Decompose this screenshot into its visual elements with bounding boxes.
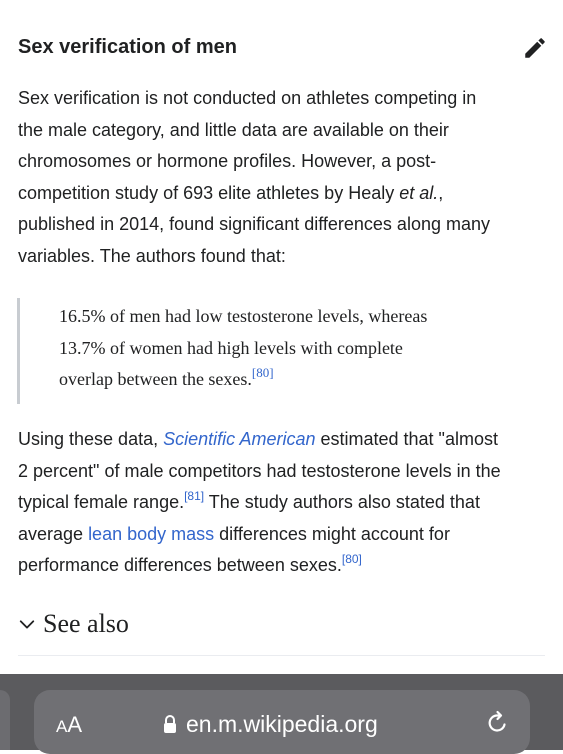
url-display[interactable] [162, 708, 378, 740]
previous-tab-edge[interactable] [0, 690, 10, 750]
url-text: en.m.wikipedia.org [186, 710, 378, 737]
text-segment: , [438, 182, 444, 203]
section-divider [18, 655, 545, 656]
reference-link-81[interactable]: [81] [184, 489, 205, 503]
blockquote [17, 298, 540, 404]
paragraph-line: chromosomes or hormone profiles. However, a post- [18, 151, 437, 171]
reference-link-80[interactable]: [80] [341, 552, 362, 566]
see-also-title: See also [43, 609, 129, 638]
paragraph-line [18, 519, 548, 551]
quote-line [59, 364, 427, 396]
text-segment: average [18, 523, 89, 544]
see-also-section-toggle[interactable] [18, 606, 548, 642]
lock-icon [162, 714, 178, 734]
text-segment: competition study of 693 elite athletes by Healy [18, 182, 400, 203]
paragraph-line: 2 percent" of male competitors had testosterone levels in the [18, 460, 501, 481]
paragraph-line: variables. The authors found that: [18, 245, 286, 266]
text-segment: The study authors also stated that [204, 492, 480, 512]
scientific-american-link[interactable]: Scientific American [163, 429, 316, 449]
et-al-italic: et al. [399, 182, 439, 203]
paragraph-line [18, 487, 548, 519]
lean-body-mass-link[interactable]: lean body mass [88, 523, 215, 544]
paragraph-estimate [18, 424, 548, 582]
address-bar[interactable] [34, 690, 530, 754]
pencil-icon[interactable] [522, 35, 548, 61]
paragraph-line [18, 178, 548, 210]
quote-line: 13.7% of women had high levels with complete [59, 337, 403, 358]
quote-text [59, 301, 427, 396]
aa-small-glyph: A [56, 717, 68, 736]
paragraph-line [18, 550, 548, 582]
chevron-down-icon [18, 615, 36, 633]
text-segment: differences might account for [214, 523, 450, 544]
reader-text-size-button[interactable] [56, 710, 82, 740]
text-segment: performance differences between sexes. [18, 555, 342, 575]
reload-icon[interactable] [484, 710, 510, 736]
text-segment: Using these data, [18, 429, 164, 449]
quote-line: 16.5% of men had low testosterone levels, whereas [59, 306, 428, 326]
section-heading [18, 33, 548, 63]
paragraph-intro [18, 83, 548, 272]
section-title: Sex verification of men [18, 36, 237, 58]
browser-toolbar [0, 674, 563, 750]
reference-link-80[interactable]: [80] [251, 365, 274, 380]
paragraph-line [18, 424, 548, 456]
text-segment: overlap between the sexes. [59, 369, 252, 389]
aa-large-glyph: A [67, 712, 83, 737]
text-segment: estimated that "almost [315, 429, 498, 449]
paragraph-line: published in 2014, found significant differences along many [18, 214, 490, 234]
paragraph-line: Sex verification is not conducted on athletes competing in [18, 88, 477, 108]
paragraph-line: the male category, and little data are available on their [18, 119, 449, 140]
text-segment: typical female range. [18, 492, 185, 512]
